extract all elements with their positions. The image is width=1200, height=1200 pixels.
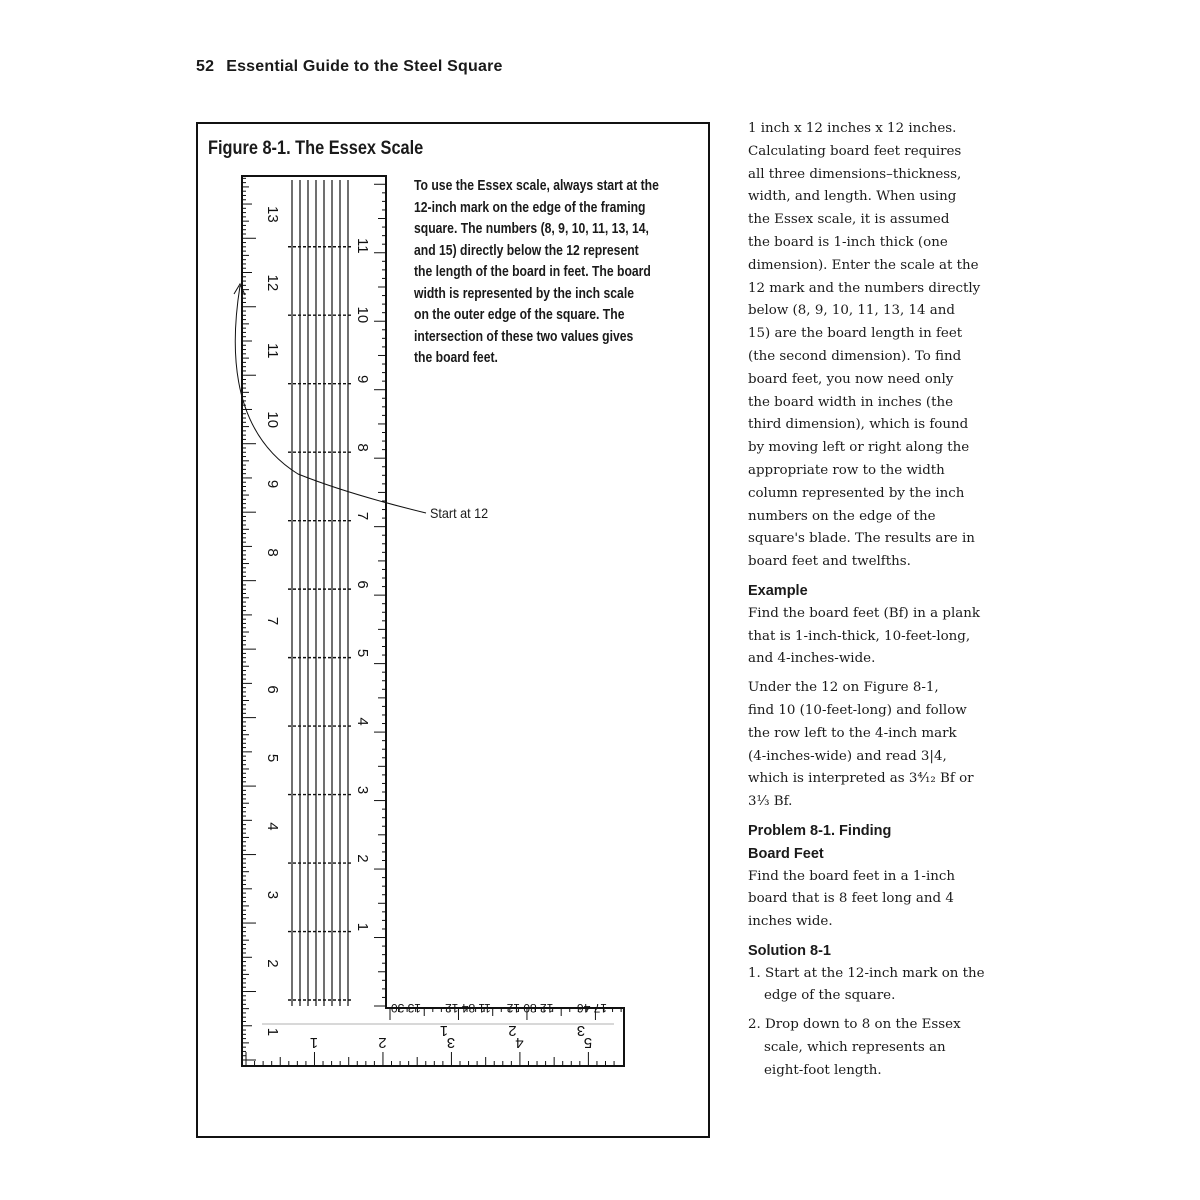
caption-line: the length of the board in feet. The board — [414, 264, 651, 280]
outer-scale-number: 2 — [264, 959, 281, 968]
outer-scale-number: 5 — [264, 753, 281, 763]
inner-scale-number: 3 — [354, 785, 371, 795]
text-line: that is 1-inch-thick, 10-feet-long, — [748, 628, 971, 644]
blade-essex-value: 17 46 — [576, 1001, 608, 1015]
outer-scale-number: 10 — [264, 411, 281, 429]
text-line: the row left to the 4-inch mark — [748, 725, 957, 741]
outer-scale-number: 7 — [264, 616, 281, 626]
intro-paragraph — [748, 118, 998, 574]
text-line: scale, which represents an — [764, 1040, 946, 1056]
inner-scale-number: 7 — [354, 511, 371, 521]
text-line: find 10 (10-feet-long) and follow — [748, 702, 967, 718]
figure-8-1 — [196, 122, 710, 1138]
blade-bottom-number: 2 — [378, 1034, 387, 1051]
text-line: edge of the square. — [764, 988, 896, 1004]
blade-bottom-number: 3 — [446, 1034, 456, 1051]
text-line: width, and length. When using — [748, 189, 957, 205]
inner-scale-number: 5 — [354, 648, 371, 658]
blade-bottom-number: 5 — [583, 1034, 593, 1051]
problem-heading — [748, 820, 998, 866]
caption-line: width is represented by the inch scale — [414, 285, 634, 302]
blade-bottom-number: 4 — [515, 1034, 524, 1051]
caption-line: the board feet. — [414, 350, 498, 366]
example-heading: Example — [748, 582, 808, 599]
blade-bottom-number: 1 — [309, 1034, 319, 1051]
solution-step — [748, 1014, 998, 1082]
outer-scale-number: 3 — [264, 890, 281, 900]
text-line: 2. Drop down to 8 on the Essex — [748, 1017, 961, 1033]
text-line: column represented by the inch — [748, 485, 965, 501]
inner-scale-number: 1 — [354, 922, 371, 932]
inner-scale-number: 10 — [354, 306, 371, 324]
running-head — [196, 58, 503, 76]
outer-scale-number: 13 — [264, 206, 281, 223]
text-line: square's blade. The results are in — [748, 531, 975, 547]
solution-step — [748, 963, 998, 1009]
body-text-column — [748, 118, 998, 1089]
text-line: Find the board feet in a 1-inch — [748, 868, 955, 884]
inner-scale-number: 2 — [354, 854, 371, 863]
outer-scale-number: 11 — [264, 342, 281, 359]
callout-curve — [235, 286, 426, 513]
page-number: 52 — [196, 58, 215, 75]
problem-paragraph — [748, 866, 998, 934]
text-line: 1 inch x 12 inches x 12 inches. — [748, 121, 957, 136]
solution-heading: Solution 8-1 — [748, 942, 831, 959]
inner-scale-number: 6 — [354, 580, 371, 589]
outer-scale-number: 6 — [264, 685, 281, 694]
example-solution-paragraph — [748, 677, 998, 814]
outer-scale-number: 12 — [264, 274, 281, 292]
callout-arrow — [234, 284, 426, 513]
text-line: (4-inches-wide) and read 3|4, — [748, 748, 947, 764]
text-line: the Essex scale, it is assumed — [748, 212, 950, 228]
inner-scale-number: 8 — [354, 443, 371, 452]
text-line: numbers on the edge of the — [748, 508, 936, 524]
text-line: appropriate row to the width — [748, 462, 945, 478]
figure-caption — [414, 176, 658, 370]
inner-scale-number: 11 — [354, 238, 371, 254]
text-line: 12 mark and the numbers directly — [748, 280, 981, 296]
caption-line: and 15) directly below the 12 represent — [414, 242, 639, 259]
text-line: board feet, you now need only — [748, 371, 954, 387]
heading-line: Problem 8-1. Finding — [748, 822, 892, 839]
text-line: 1. Start at the 12-inch mark on the — [748, 965, 985, 981]
outer-scale-number: 4 — [264, 822, 281, 831]
text-line: eight-foot length. — [764, 1062, 882, 1078]
blade-top-number: 3 — [576, 1022, 586, 1039]
text-line: below (8, 9, 10, 11, 13, 14 and — [748, 303, 955, 319]
text-line: Calculating board feet requires — [748, 143, 962, 159]
inner-scale-number: 9 — [354, 374, 371, 384]
blade-top-number: 1 — [439, 1022, 449, 1039]
outer-scale-number: 1 — [264, 1027, 281, 1037]
text-line: the board is 1-inch thick (one — [748, 234, 948, 250]
heading-line: Board Feet — [748, 845, 824, 862]
blade-essex-value: 13 30 — [390, 1001, 422, 1015]
caption-line: on the outer edge of the square. The — [414, 307, 625, 323]
book-title: Essential Guide to the Steel Square — [226, 58, 503, 75]
caption-line: intersection of these two values gives — [414, 328, 634, 345]
text-line: Under the 12 on Figure 8-1, — [748, 680, 939, 696]
text-line: by moving left or right along the — [748, 440, 970, 456]
text-line: third dimension), which is found — [748, 417, 969, 433]
text-line: board that is 8 feet long and 4 — [748, 891, 954, 907]
caption-line: square. The numbers (8, 9, 10, 11, 13, 14, — [414, 221, 649, 237]
blade-top-number: 2 — [508, 1022, 517, 1039]
solution-steps — [748, 963, 998, 1083]
text-line: (the second dimension). To find — [748, 348, 962, 364]
text-line: which is interpreted as 3⁴⁄₁₂ Bf or — [748, 771, 974, 787]
figure-title: Figure 8-1. The Essex Scale — [208, 138, 424, 159]
blade-essex-value: 12 80 12 — [506, 1001, 554, 1015]
callout-label: Start at 12 — [430, 505, 489, 521]
text-line: the board width in inches (the — [748, 394, 954, 410]
text-line: board feet and twelfths. — [748, 554, 911, 570]
example-paragraph — [748, 603, 998, 671]
text-line: inches wide. — [748, 914, 833, 930]
blade-essex-value: 11 84 12 — [445, 1001, 491, 1015]
outer-scale-number: 8 — [264, 548, 281, 557]
text-line: dimension). Enter the scale at the — [748, 257, 979, 273]
text-line: all three dimensions–thickness, — [748, 166, 962, 182]
text-line: 3⅓ Bf. — [748, 794, 793, 810]
caption-line: To use the Essex scale, always start at the — [414, 178, 659, 194]
text-line: and 4-inches-wide. — [748, 651, 876, 667]
caption-line: 12-inch mark on the edge of the framing — [414, 199, 646, 216]
text-line: 15) are the board length in feet — [748, 326, 963, 342]
outer-scale-number: 9 — [264, 479, 281, 489]
text-line: Find the board feet (Bf) in a plank — [748, 605, 980, 621]
inner-scale-number: 4 — [354, 717, 371, 726]
